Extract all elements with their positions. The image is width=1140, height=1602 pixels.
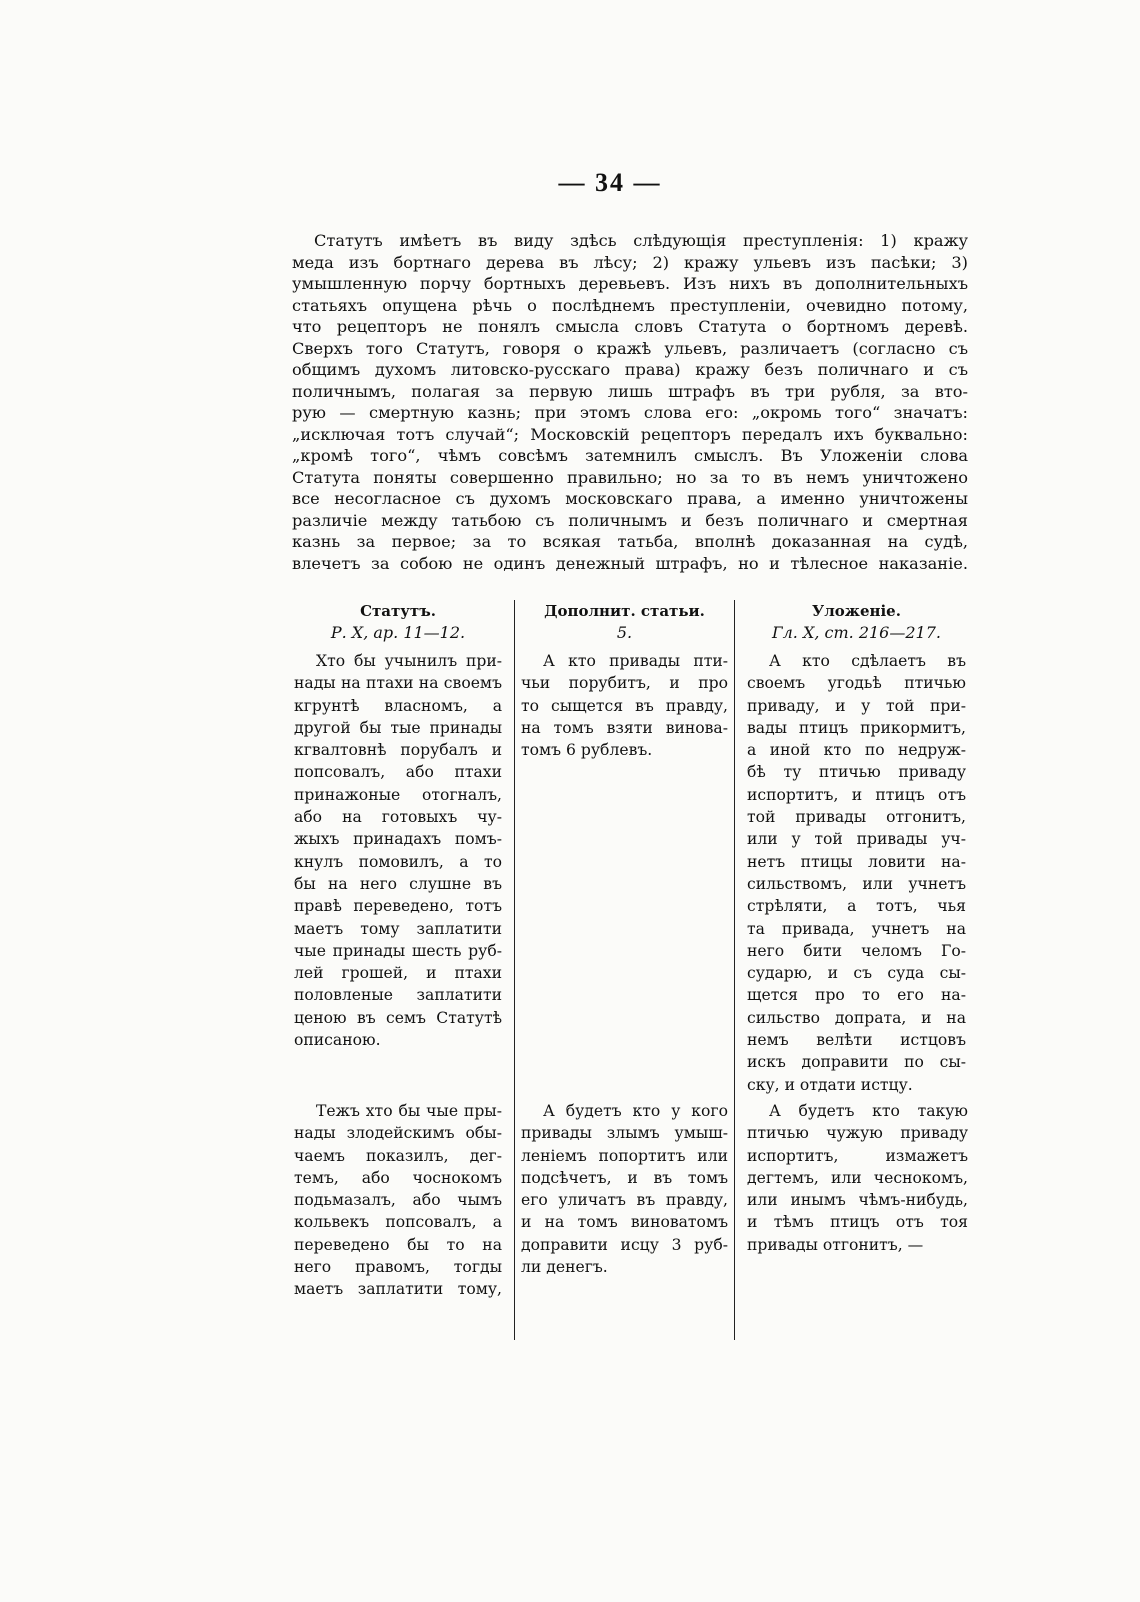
text-line: подьмазалъ, або чымъ [294,1191,502,1210]
text-line: привады отгонитъ, — [747,1235,924,1254]
text-line: сударю, и съ суда сы- [747,964,966,983]
text-line: на томъ взяти винова- [521,718,728,737]
column-heading: Статутъ. [360,602,436,620]
text-line: нетъ птицы ловити на- [747,852,966,871]
text-line: приваду, и у той при- [747,696,966,715]
text-line: что рецепторъ не понялъ смысла словъ Статута о бортномъ деревѣ. [292,317,968,336]
text-line: той привады отгонитъ, [747,808,966,827]
text-line: „исключая тотъ случай“; Московскій рецепторъ передалъ ихъ буквально: [292,424,968,444]
text-line: чые принады шесть руб- [294,941,502,960]
text-line: половленые заплатити [294,986,502,1005]
text-line: кгвалтовнѣ порубалъ и [294,741,502,760]
text-line: сильство дoпрата, и на [747,1008,966,1027]
column-reference: 5. [616,623,633,642]
text-line: Сверхъ того Статутъ, говоря о кражѣ ульевъ, различаетъ (согласно съ [292,338,968,358]
text-line: умышленную порчу бортныхъ деревьевъ. Изъ нихъ въ дополнительныхъ [292,274,968,293]
text-line: различіе между татьбою съ поличнымъ и безъ поличнаго и смертная [292,510,968,530]
text-line: подсѣчетъ, и въ томъ [521,1168,728,1187]
column-paragraph-2 [292,1100,514,1301]
text-line: ли денегъ. [521,1258,608,1277]
text-line: Статута поняты совершенно правильно; но за то въ немъ уничтожено [292,467,968,487]
text-line: „кромѣ того“, чѣмъ совсѣмъ затемнилъ смыслъ. Въ Уложеніи слова [292,446,968,465]
text-line: леніемъ попортитъ или [521,1146,728,1165]
text-line: попсовалъ, або птахи [294,763,502,782]
text-line: то сыщется въ правду, [521,696,728,715]
text-line: А кто привады пти- [543,652,728,670]
text-line: жыхъ принадахъ помъ- [294,830,502,849]
page-number: — 34 — [558,168,662,197]
text-line: или у той привады уч- [747,830,966,849]
text-line: Тежъ хто бы чые пры- [316,1102,502,1120]
text-line: птичью чужую приваду [747,1124,968,1143]
text-line: або на готовыхъ чу- [294,808,502,827]
text-line: стрѣляти, а тотъ, чья [747,897,966,916]
column-heading: Дополнит. статьи. [544,602,705,620]
text-line: искъ доправити по сы- [747,1053,966,1072]
column-paragraph-1 [292,650,504,1051]
text-line: казнь за первое; за то всякая татьба, вполнѣ доказанная на судѣ, [292,532,968,551]
text-line: бы на него слушне въ [294,874,502,893]
text-line: и на томъ виноватомъ [521,1213,728,1232]
text-line: статьяхъ опущена рѣчь о послѣднемъ преступленіи, очевидно потому, [292,295,968,315]
column-paragraph-2 [735,1100,968,1256]
text-line: него правомъ, тогды [294,1258,502,1277]
column-additional-articles [514,600,734,1340]
text-line: описаною. [294,1031,381,1050]
text-line: нады злодейскимъ обы- [294,1124,502,1143]
text-line: А будетъ кто у кого [543,1102,728,1120]
text-line: принажоные отогналъ, [294,785,502,804]
text-line: маетъ тому заплатити [294,919,502,938]
text-line: ску, и отдати истцу. [747,1075,913,1094]
column-paragraph-1 [745,650,968,1096]
column-paragraph-2 [515,1100,734,1278]
column-heading: Уложеніе. [812,602,901,620]
text-line: другой бы тые принады [294,718,502,737]
text-line: Статутъ имѣетъ въ виду здѣсь слѣдующія преступленія: 1) кражу [314,231,968,250]
text-line: лей грошей, и птахи [294,964,502,983]
text-line: чаемъ показилъ, дег- [294,1146,502,1165]
text-line: та привада, учнетъ на [747,919,966,938]
text-line: а иной кто по недруж- [747,741,966,760]
text-line: влечетъ за собою не одинъ денежный штрафъ, но и тѣлесное наказаніе. [292,553,968,573]
text-line: или инымъ чѣмъ-нибудь, [747,1191,968,1210]
text-line: немъ велѣти истцовъ [747,1031,966,1050]
intro-paragraph [292,230,968,574]
column-statut [292,600,514,1340]
text-line: А будетъ кто такую [769,1102,968,1120]
text-line: правѣ переведено, тотъ [294,897,502,916]
text-line: чьи порубитъ, и про [521,674,728,693]
text-line: и тѣмъ птицъ отъ тоя [747,1213,968,1232]
column-ulozhenie [734,600,968,1340]
text-line: кнулъ помовилъ, а то [294,852,502,871]
text-line: дегтемъ, или чеснокомъ, [747,1168,968,1187]
text-line: доправити исцу 3 руб- [521,1235,728,1254]
text-line: общимъ духомъ литовско-русскаго права) кражу безъ поличнаго и съ [292,360,968,379]
text-line: все несогласное съ духомъ московскаго права, а именно уничтожены [292,489,968,508]
text-line: меда изъ бортнаго дерева въ лѣсу; 2) кражу ульевъ изъ пасѣки; 3) [292,252,968,272]
text-line: щется про то его на- [747,986,966,1005]
text-line: переведено бы то на [294,1235,502,1254]
column-reference: Гл. X, ст. 216—217. [772,623,941,642]
column-reference: Р. X, ар. 11—12. [330,623,466,642]
text-line: кгрунтѣ власномъ, а [294,696,502,715]
text-line: бѣ ту птичью приваду [747,763,966,782]
text-line: привады злымъ умыш- [521,1124,728,1143]
text-line: темъ, або чоснокомъ [294,1168,502,1187]
column-paragraph-1 [521,650,728,761]
text-line: вады птицъ прикормитъ, [747,718,966,737]
text-line: рую — смертную казнь; при этомъ слова его: „окромь того“ значатъ: [292,403,968,422]
text-line: своемъ угодьѣ птичью [747,674,966,693]
text-line: томъ 6 рублевъ. [521,741,653,760]
text-line: испортитъ, и птицъ отъ [747,785,966,804]
text-line: поличнымъ, полагая за первую лишь штрафъ въ три рубля, за вто- [292,381,968,401]
text-line: испортитъ, измажетъ [747,1146,968,1165]
text-line: его уличатъ въ правду, [521,1191,728,1210]
text-line: сильствомъ, или учнетъ [747,874,966,893]
text-line: Хто бы учынилъ при- [316,652,502,670]
text-line: него бити челомъ Го- [747,941,966,960]
text-line: кольвекъ попсовалъ, а [294,1213,502,1232]
text-line: маетъ заплатити тому, [294,1280,502,1299]
text-line: нады на птахи на своемъ [294,674,502,693]
comparison-columns [292,600,968,1340]
text-line: ценою въ семъ Статутѣ [294,1008,502,1027]
text-line: А кто сдѣлаетъ въ [769,652,966,670]
